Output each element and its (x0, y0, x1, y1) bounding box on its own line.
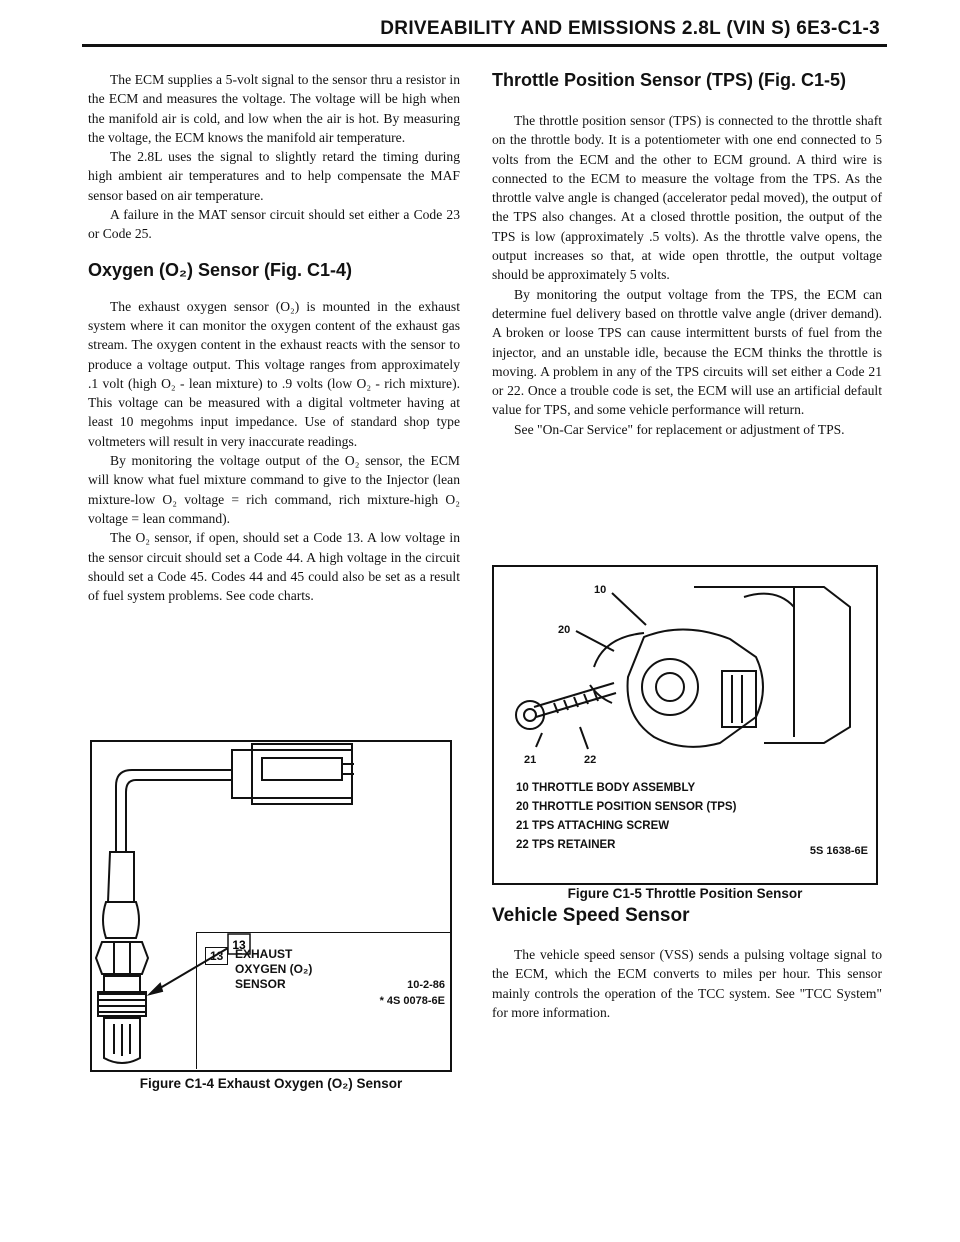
figure-c1-5-caption: Figure C1-5 Throttle Position Sensor (567, 886, 803, 901)
o2-paragraph-2: By monitoring the voltage output of the O₂ sensor, the ECM will know what fuel mixture command to give to the Injector (lean mixture-low O₂ voltage = rich command, rich mixture-high O₂ voltage = lean command). (88, 453, 460, 526)
tps-heading: Throttle Position Sensor (TPS) (Fig. C1-5) (492, 70, 847, 90)
callout-13-diagram: 13 (232, 938, 246, 952)
o2-paragraph-1: The exhaust oxygen sensor (O₂) is mounted in the exhaust system where it can monitor the oxygen content of the exhaust gas stream. The oxygen content in the exhaust reacts with the sensor to produce a voltage output. This voltage ranges from approximately .1 volt (high O₂ - lean mixture) to .9 volts (low O₂ - rich mixture). This voltage can be measured with a digital voltmeter having at least 10 megohms input impedance. Use of standard shop type voltmeters will result in very inaccurate readings. (88, 298, 460, 449)
figure-c1-4-codes (380, 977, 445, 1009)
legend-item-tps: 20 THROTTLE POSITION SENSOR (TPS) (516, 801, 737, 813)
o2-sensor-heading: Oxygen (O₂) Sensor (Fig. C1-4) (88, 259, 353, 280)
tps-paragraph-2: By monitoring the output voltage from the TPS, the ECM can determine fuel delivery based on throttle valve angle (driver demand). A broken or loose TPS can cause intermittent bursts of fuel from the injector, and an unstable idle, because the ECM thinks the throttle is moving. A problem in any of the TPS circuits will set either a Code 21 or 22. Once a trouble code is set, the ECM will use an artificial default value for TPS, and some vehicle performance will return. (492, 286, 882, 418)
figure-c1-4-legend (196, 932, 451, 1069)
callout-21: 21 (524, 754, 537, 766)
vss-section (492, 905, 882, 1022)
callout-20: 20 (558, 624, 571, 636)
legend-item-throttle-body: 10 THROTTLE BODY ASSEMBLY (516, 782, 696, 794)
o2-sensor-legend-label: EXHAUST OXYGEN (O₂) SENSOR (235, 947, 313, 991)
figure-c1-4-code-1: 10-2-86 (407, 979, 445, 991)
header-rule (82, 44, 887, 47)
mat-paragraph-3: A failure in the MAT sensor circuit should set either a Code 23 or Code 25. (88, 207, 460, 242)
legend-item-screw: 21 TPS ATTACHING SCREW (516, 820, 670, 832)
callout-10: 10 (594, 584, 607, 596)
tps-paragraph-1: The throttle position sensor (TPS) is connected to the throttle shaft on the throttle body. It is a potentiometer with one end connected to 5 volts from the ECM and the other to ECM ground. A third wire is connected to the ECM to measure the voltage from the TPS. As the throttle valve angle is changed (accelerator pedal moved), the output of the TPS also changes. At a closed throttle position, the output of the TPS is low (approximately .5 volts). As the throttle valve opens, the output increases so that, at wide open throttle, the output voltage should be approximately 5 volts. (492, 113, 882, 283)
mat-paragraph-2: The 2.8L uses the signal to slightly retard the timing during high ambient air temperatures and to help compensate the MAF sensor based on air temperature. (88, 149, 460, 203)
left-column (88, 70, 460, 605)
figure-c1-4-caption: Figure C1-4 Exhaust Oxygen (O₂) Sensor (139, 1076, 403, 1091)
right-column (492, 70, 882, 439)
vss-paragraph: The vehicle speed sensor (VSS) sends a pulsing voltage signal to the ECM, which the ECM converts to miles per hour. This sensor mainly controls the operation of the TCC system. See "TCC System" for more information. (492, 947, 882, 1020)
figure-c1-5 (492, 565, 878, 885)
vss-heading: Vehicle Speed Sensor (492, 905, 690, 926)
legend-item-retainer: 22 TPS RETAINER (516, 839, 616, 851)
page-header-title: DRIVEABILITY AND EMISSIONS 2.8L (VIN S) 6E3-C1-3 (380, 18, 880, 39)
figure-c1-5-legend (516, 779, 736, 855)
o2-paragraph-3: The O₂ sensor, if open, should set a Code 13. A low voltage in the sensor circuit should set a Code 44. A high voltage in the circuit should set a Code 45. Codes 44 and 45 could also be set as a result of fuel system problems. See code charts. (88, 530, 460, 604)
callout-22: 22 (584, 754, 597, 766)
tps-paragraph-3: See "On-Car Service" for replacement or adjustment of TPS. (514, 421, 845, 437)
figure-c1-5-code: 5S 1638-6E (809, 845, 868, 857)
mat-paragraph-1: The ECM supplies a 5-volt signal to the sensor thru a resistor in the ECM and measures the voltage. The voltage will be high when the manifold air is cold, and low when the air is hot. By measuring the voltage, the ECM knows the manifold air temperature. (88, 72, 460, 145)
figure-c1-4-code-2: * 4S 0078-6E (379, 995, 445, 1007)
figure-c1-4 (90, 740, 452, 1072)
callout-13-legend: 13 (205, 947, 228, 965)
